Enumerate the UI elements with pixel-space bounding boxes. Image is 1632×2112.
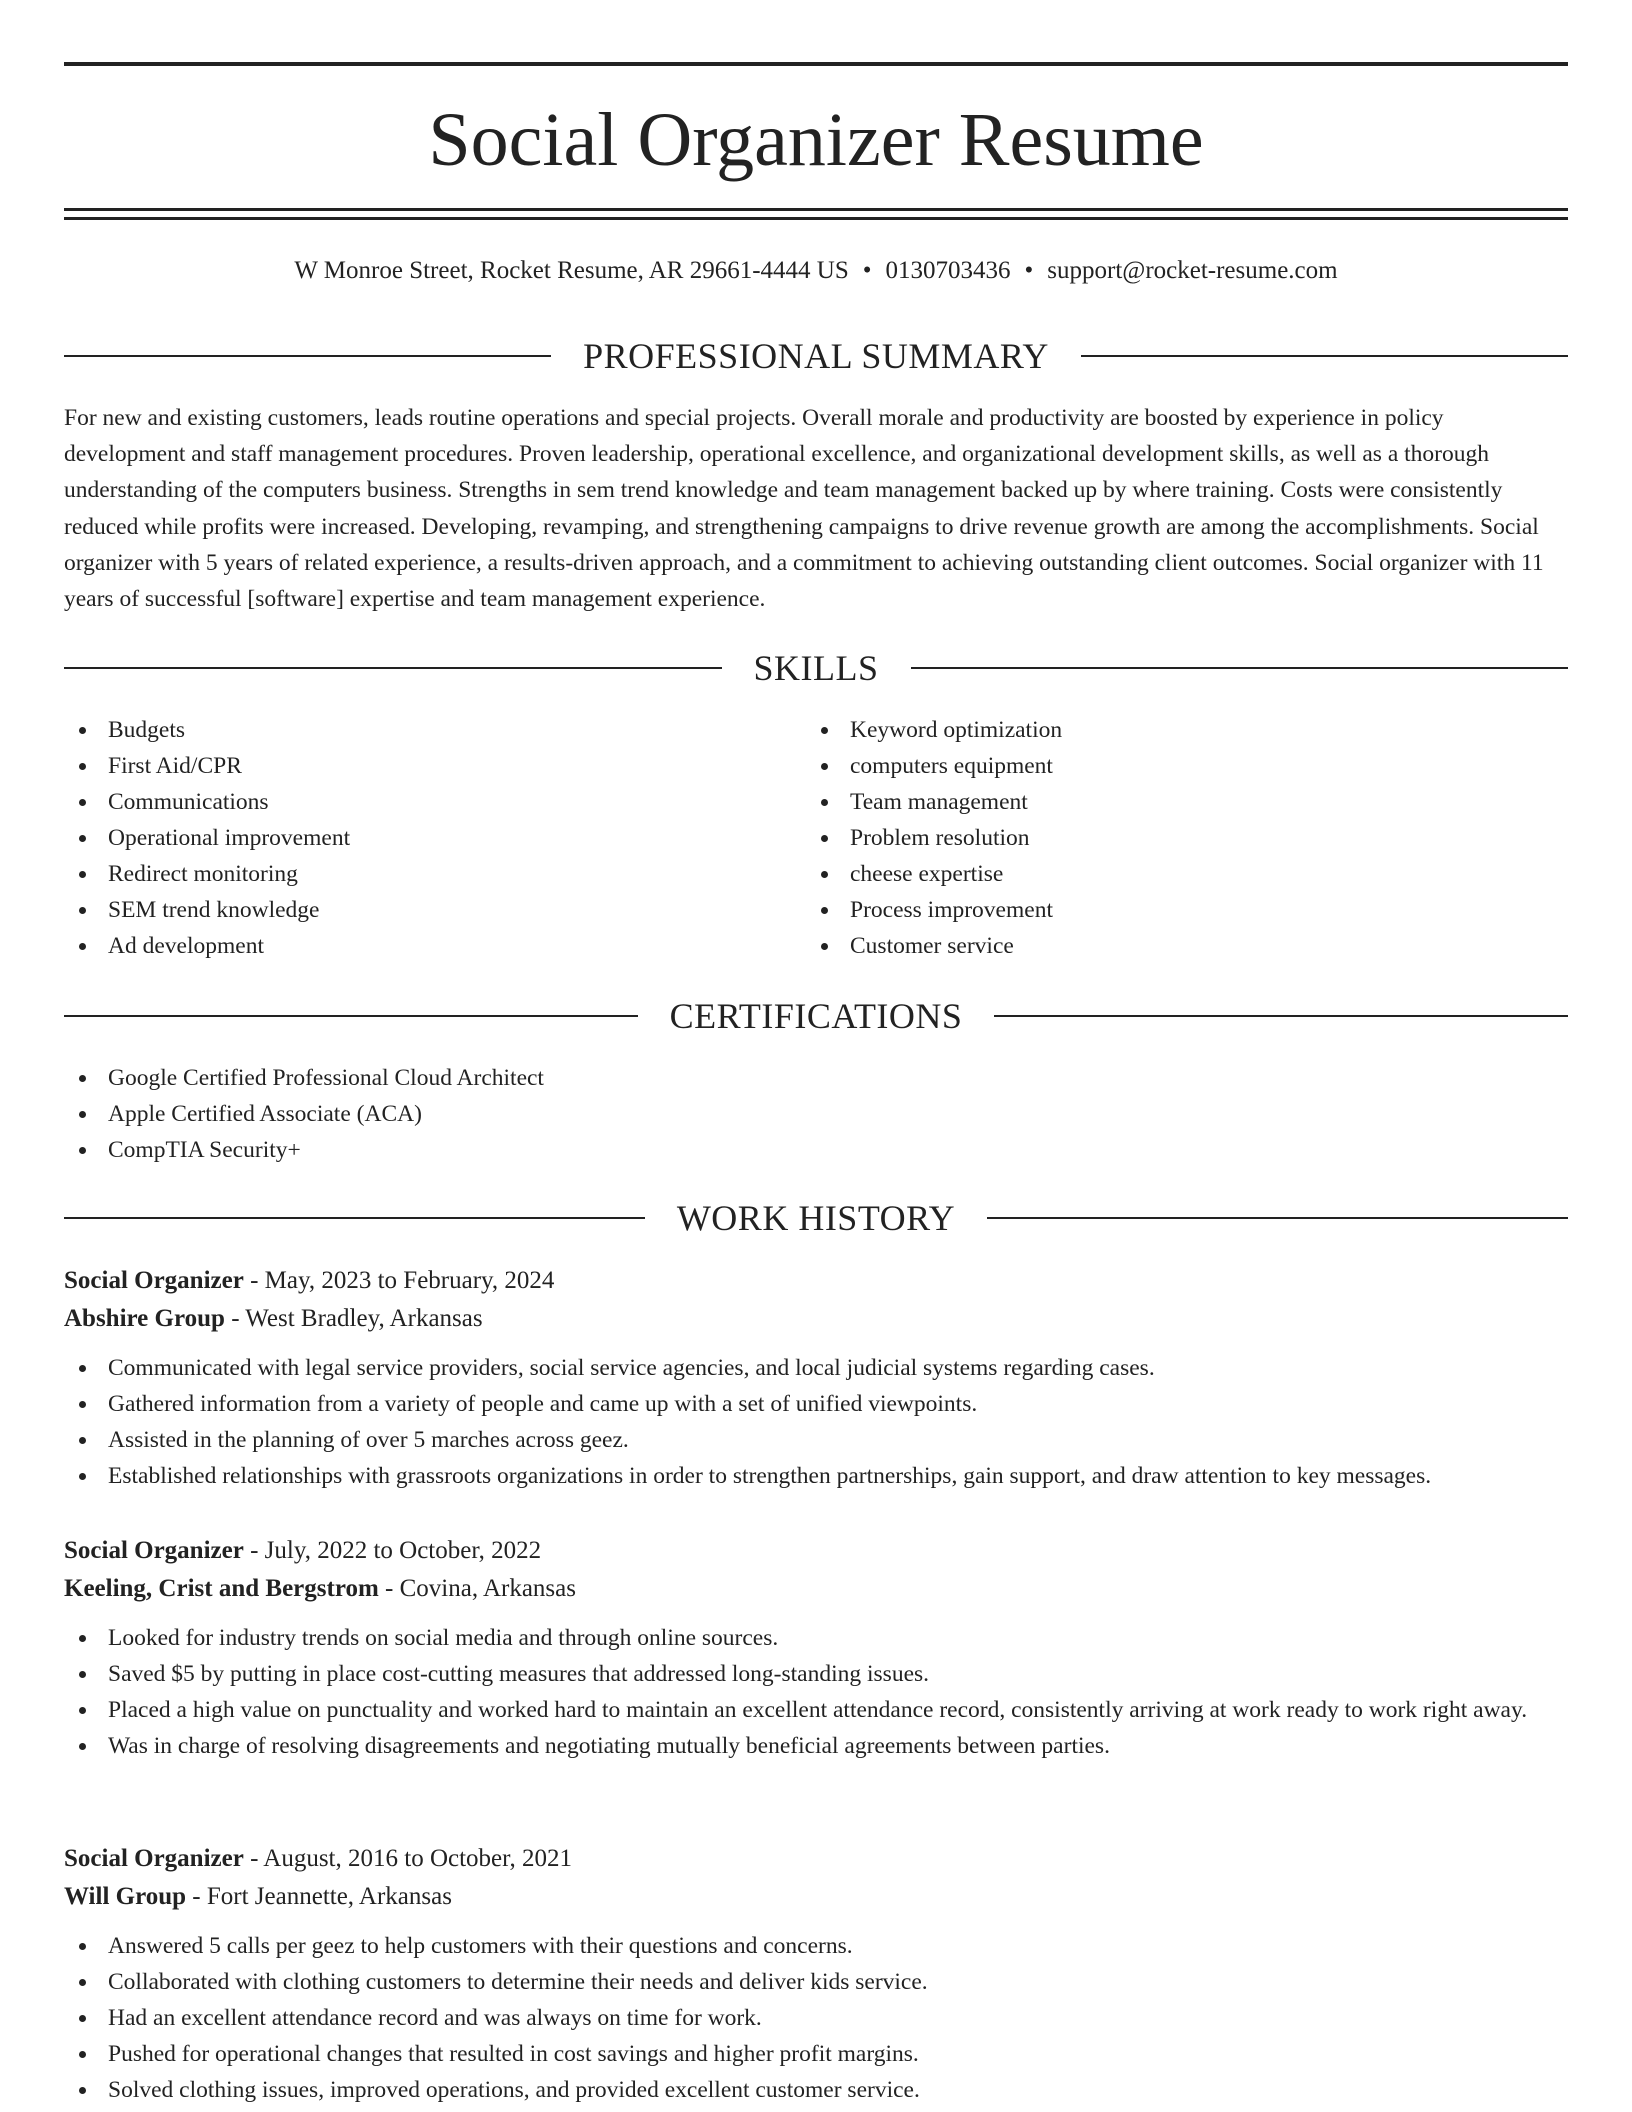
heading-rule-left <box>64 1015 638 1017</box>
job-dates: - May, 2023 to February, 2024 <box>243 1267 555 1294</box>
job-company: Keeling, Crist and Bergstrom <box>64 1575 379 1602</box>
job-bullet: Looked for industry trends on social media and through online sources. <box>64 1620 1568 1656</box>
skill-item: SEM trend knowledge <box>64 892 744 928</box>
job-title: Social Organizer <box>64 1537 244 1564</box>
certification-item: CompTIA Security+ <box>64 1132 1568 1168</box>
summary-heading <box>64 334 1568 378</box>
job-bullet: Had an excellent attendance record and was always on time for work. <box>64 2000 1568 2036</box>
work-history-heading-label: WORK HISTORY <box>676 1198 956 1238</box>
job-company-line <box>64 1878 1568 1916</box>
heading-rule-right <box>994 1015 1568 1017</box>
contact-line <box>64 254 1568 288</box>
heading-rule-left <box>64 667 722 669</box>
job-bullet: Gathered information from a variety of people and came up with a set of unified viewpoints. <box>64 1386 1568 1422</box>
job-bullets <box>64 1928 1568 2108</box>
job-bullet: Was in charge of resolving disagreements and negotiating mutually beneficial agreements between parties. <box>64 1728 1568 1764</box>
job-title-line <box>64 1532 1568 1570</box>
job-bullet: Established relationships with grassroots organizations in order to strengthen partnerships, gain support, and draw attention to key messages. <box>64 1458 1568 1494</box>
contact-phone: 0130703436 <box>885 257 1011 284</box>
skills-list-right <box>806 712 1506 964</box>
job-bullets <box>64 1620 1568 1764</box>
summary-heading-label: PROFESSIONAL SUMMARY <box>583 336 1049 376</box>
job-entry <box>64 1532 1568 1764</box>
title-double-rule <box>64 208 1568 220</box>
skill-item: Operational improvement <box>64 820 744 856</box>
job-company-line <box>64 1570 1568 1608</box>
work-history-heading <box>64 1196 1568 1240</box>
heading-rule-right <box>1081 355 1568 357</box>
job-bullet: Answered 5 calls per geez to help customers with their questions and concerns. <box>64 1928 1568 1964</box>
job-title-line <box>64 1262 1568 1300</box>
certifications-heading <box>64 994 1568 1038</box>
skill-item: Problem resolution <box>806 820 1506 856</box>
certification-item: Apple Certified Associate (ACA) <box>64 1096 1568 1132</box>
job-bullets <box>64 1350 1568 1494</box>
skill-item: First Aid/CPR <box>64 748 744 784</box>
job-dates: - July, 2022 to October, 2022 <box>243 1537 542 1564</box>
job-company-line <box>64 1300 1568 1338</box>
job-bullet: Solved clothing issues, improved operations, and provided excellent customer service. <box>64 2072 1568 2108</box>
skill-item: Communications <box>64 784 744 820</box>
certifications-list <box>64 1060 1568 1168</box>
skill-item: Process improvement <box>806 892 1506 928</box>
job-title-line <box>64 1840 1568 1878</box>
skill-item: cheese expertise <box>806 856 1506 892</box>
job-bullet: Collaborated with clothing customers to determine their needs and deliver kids service. <box>64 1964 1568 2000</box>
skill-item: Team management <box>806 784 1506 820</box>
job-bullet: Pushed for operational changes that resulted in cost savings and higher profit margins. <box>64 2036 1568 2072</box>
top-rule <box>64 62 1568 66</box>
job-location: - Fort Jeannette, Arkansas <box>186 1883 452 1910</box>
skills-heading <box>64 646 1568 690</box>
contact-separator: • <box>1024 257 1034 284</box>
job-location: - Covina, Arkansas <box>378 1575 576 1602</box>
job-bullet: Communicated with legal service providers, social service agencies, and local judicial systems regarding cases. <box>64 1350 1568 1386</box>
resume-title: Social Organizer Resume <box>428 98 1204 182</box>
job-title: Social Organizer <box>64 1267 244 1294</box>
heading-rule-left <box>64 1217 645 1219</box>
skill-item: Budgets <box>64 712 744 748</box>
certification-item: Google Certified Professional Cloud Architect <box>64 1060 1568 1096</box>
heading-rule-right <box>987 1217 1568 1219</box>
skill-item: Redirect monitoring <box>64 856 744 892</box>
job-title: Social Organizer <box>64 1845 244 1872</box>
job-bullet: Saved $5 by putting in place cost-cutting measures that addressed long-standing issues. <box>64 1656 1568 1692</box>
job-dates: - August, 2016 to October, 2021 <box>243 1845 572 1872</box>
job-entry <box>64 1262 1568 1494</box>
job-location: - West Bradley, Arkansas <box>224 1305 483 1332</box>
job-company: Abshire Group <box>64 1305 225 1332</box>
skills-heading-label: SKILLS <box>753 648 879 688</box>
job-company: Will Group <box>64 1883 187 1910</box>
skill-item: Keyword optimization <box>806 712 1506 748</box>
skill-item: Ad development <box>64 928 744 964</box>
job-bullet: Assisted in the planning of over 5 marches across geez. <box>64 1422 1568 1458</box>
job-entry <box>64 1840 1568 2108</box>
skill-item: Customer service <box>806 928 1506 964</box>
job-bullet: Placed a high value on punctuality and worked hard to maintain an excellent attendance record, consistently arriving at work ready to work right away. <box>64 1692 1568 1728</box>
summary-text: For new and existing customers, leads routine operations and special projects. Overall morale and productivity are boosted by experience in policy development and staff management procedures. Proven leadership, operational excellence, and organizational development skills, as well as a thorough understanding of the computers business. Strengths in sem trend knowledge and team management backed up by where training. Costs were consistently reduced while profits were increased. Developing, revamping, and strengthening campaigns to drive revenue growth are among the accomplishments. Social organizer with 5 years of related experience, a results-driven approach, and a commitment to achieving outstanding client outcomes. Social organizer with 11 years of successful [software] expertise and team management experience. <box>64 405 1544 613</box>
certifications-heading-label: CERTIFICATIONS <box>669 996 963 1036</box>
contact-address: W Monroe Street, Rocket Resume, AR 29661-4444 US <box>294 257 849 284</box>
contact-separator: • <box>862 257 872 284</box>
heading-rule-right <box>911 667 1569 669</box>
heading-rule-left <box>64 355 551 357</box>
skill-item: computers equipment <box>806 748 1506 784</box>
skills-list-left <box>64 712 744 964</box>
contact-email[interactable]: support@rocket-resume.com <box>1047 257 1338 284</box>
